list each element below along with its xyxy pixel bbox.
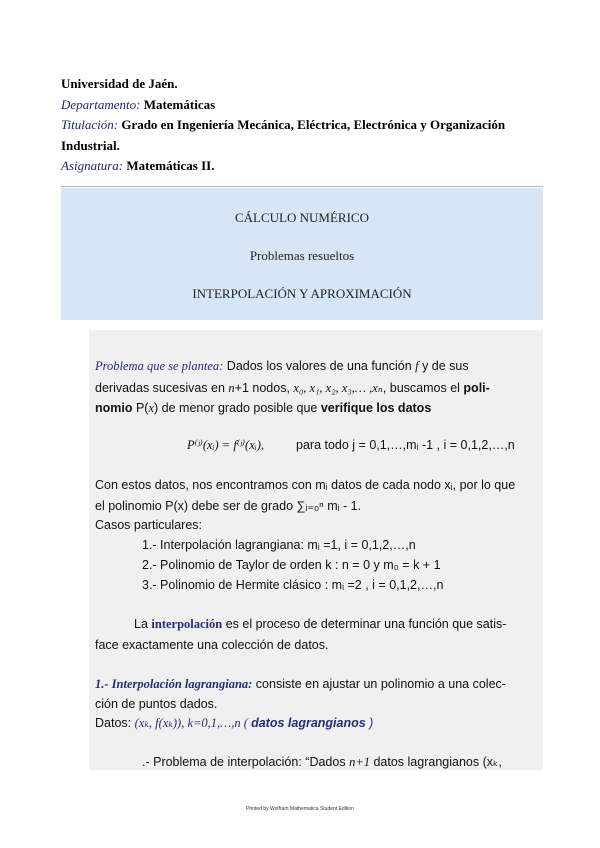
datos-label: Datos: [95,716,135,730]
cases-heading: Casos particulares: [95,518,202,532]
interp-line-2: face exactamente una colección de datos. [95,638,329,652]
nodes: x₀, x₁, x₂, x₃,… ,xₙ [293,381,383,395]
subject-label: Asignatura: [61,158,124,173]
department-value: Matemáticas [143,96,216,112]
case-3: 3.- Polinomio de Hermite clásico : mᵢ =2 , i = 0,1,2,…,n [142,578,444,592]
lag-line-1 [95,675,506,694]
interp-line-1 [134,615,506,634]
intro-label: Problema que se plantea: [95,359,224,373]
lag-text: consiste en ajustar un polinomio a una colec- [252,677,506,691]
lag-title: 1.- Interpolación lagrangiana: [95,677,253,691]
f-symbol: f [415,359,419,373]
subject-value: Matemáticas II. [126,158,215,173]
nomio: nomio [95,401,133,415]
datos-value: (xₖ, f(xₖ)), k=0,1,…,n ( [134,716,252,730]
degree-value-cont: Industrial. [61,137,120,153]
prob-n: n+1 [349,755,370,769]
case-2: 2.- Polinomio de Taylor de orden k : n = 0 y m₀ = k + 1 [142,558,441,572]
university-name: Universidad de Jaén. [61,76,178,91]
formula-lhs: P⁽ʲ⁾(xᵢ) = f⁽ʲ⁾(xᵢ), [187,438,265,452]
print-footer: Printed by Wolfram Mathematica Student Edition [246,806,354,812]
intro-line-3 [95,399,431,418]
l3c: ) de menor grado posible que [154,401,321,415]
intro-text: Dados los valores de una función [223,359,416,373]
poli: poli- [463,381,490,395]
ic: es el proceso de determinar una función que satis- [222,617,507,631]
problem-line [142,753,502,772]
case-1: 1.- Interpolación lagrangiana: mᵢ =1, i = 0,1,2,…,n [142,538,416,552]
intro-line-2 [95,379,490,398]
title-sub: Problemas resueltos [249,248,355,263]
l2a: derivadas sucesivas en [95,381,229,395]
intro-text-2: y de sus [418,359,469,373]
intro-line-1 [95,357,469,376]
ib: interpolación [151,617,223,631]
formula-rhs: para todo j = 0,1,…,mᵢ -1 , i = 0,1,2,…,n [296,438,515,452]
title-main: CÁLCULO NUMÉRICO [235,210,369,225]
con-line-1: Con estos datos, nos encontramos con mᵢ datos de cada nodo xᵢ, por lo que [95,478,516,492]
datos-close: ) [365,716,374,730]
title-box [61,188,543,320]
l2c: , buscamos el [382,381,464,395]
datos-line [95,714,373,733]
prob-text-2: datos lagrangianos (xₖ, [370,755,502,769]
n-symbol: n [228,381,235,395]
ia: La [134,617,152,631]
degree-value: Grado en Ingeniería Mecánica, Eléctrica, Electrónica y Organización [121,117,506,132]
datos-bold: datos lagrangianos [251,716,366,730]
document-header [61,74,541,177]
x-symbol: x [148,401,155,415]
prob-text: .- Problema de interpolación: “Dados [142,755,350,769]
con-line-2: el polinomio P(x) debe ser de grado ∑ᵢ₌₀ⁿ mᵢ - 1. [95,499,362,513]
department-label: Departamento: [61,96,141,112]
verif: verifique los datos [320,401,432,415]
title-topic: INTERPOLACIÓN Y APROXIMACIÓN [192,286,412,301]
degree-label: Titulación: [61,117,119,132]
l3b: P( [132,401,149,415]
header-divider [61,186,543,187]
lag-line-2: ción de puntos dados. [95,697,218,711]
l2b: +1 nodos, [234,381,294,395]
